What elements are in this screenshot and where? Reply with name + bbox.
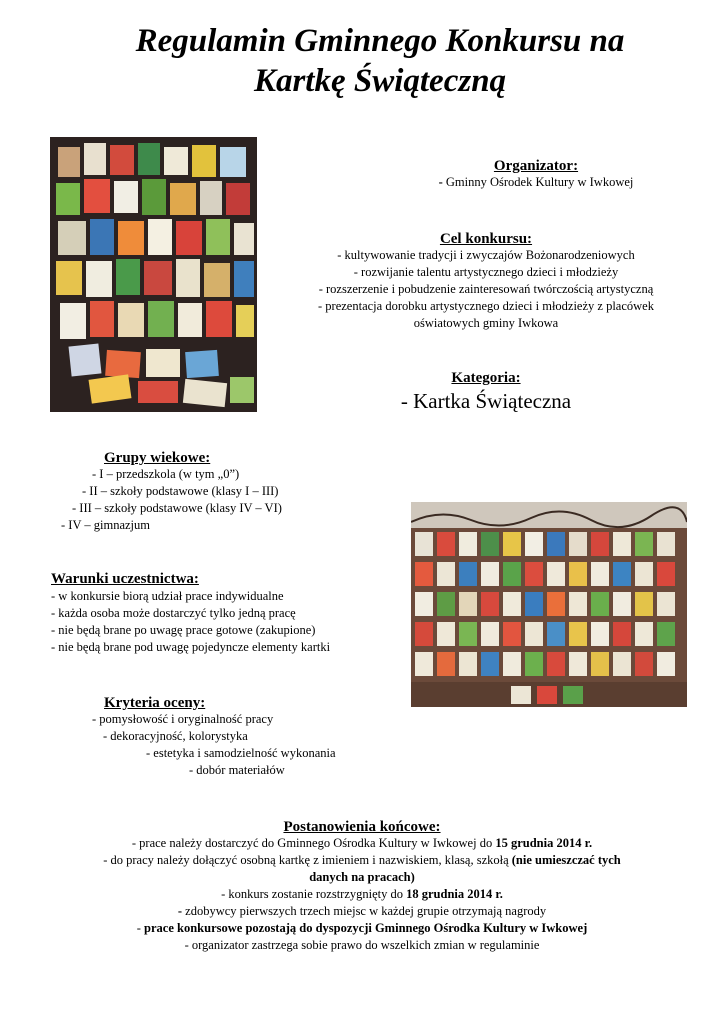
organizator-dash: -	[438, 175, 443, 189]
warunki-heading: Warunki uczestnictwa:	[51, 571, 199, 587]
postanowienia-text: - prace należy dostarczyć do Gminnego Ośrodka Kultury w Iwkowej do	[131, 836, 496, 850]
kategoria-heading: Kategoria:	[451, 370, 521, 386]
postanowienia-line-6	[0, 920, 724, 937]
kryteria-item: - dobór materiałów	[189, 763, 285, 777]
warunki-item: - nie będą brane po uwagę prace gotowe (zakupione)	[51, 623, 316, 637]
result-date: 18 grudnia 2014 r.	[406, 887, 503, 901]
cel-heading: Cel konkursu:	[439, 231, 533, 247]
cel-item: - prezentacja dorobku artystycznego dzieci i młodzieży z placówek	[318, 299, 654, 313]
organizator-heading: Organizator:	[493, 158, 579, 174]
page-title-line-1: Regulamin Gminnego Konkursu na	[135, 23, 625, 59]
kryteria-item: - dekoracyjność, kolorystyka	[103, 729, 248, 743]
grupy-item: - IV – gimnazjum	[61, 518, 150, 532]
page-title-line-2: Kartkę Świąteczną	[253, 63, 507, 99]
postanowienia-line-3	[0, 869, 724, 886]
warunki-item: - każda osoba może dostarczyć tylko jedną pracę	[51, 606, 296, 620]
postanowienia-text: - do pracy należy dołączyć osobną kartkę z imieniem i nazwiskiem, klasą, szkołą	[103, 853, 512, 867]
grupy-item: - I – przedszkola (w tym „0”)	[92, 467, 240, 481]
organizator-text	[340, 174, 724, 191]
warunki-item: - nie będą brane pod uwagę pojedyncze elementy kartki	[51, 640, 331, 654]
postanowienia-line-2	[0, 852, 724, 869]
kryteria-item: - estetyka i samodzielność wykonania	[146, 746, 336, 760]
cel-item: oświatowych gminy Iwkowa	[413, 316, 559, 330]
postanowienia-bold: danych na pracach)	[309, 870, 415, 884]
postanowienia-dash: -	[177, 904, 183, 918]
cards-photo-left	[50, 137, 257, 412]
postanowienia-text: zdobywcy pierwszych trzech miejsc w każdej grupie otrzymają nagrody	[182, 904, 547, 918]
kryteria-heading: Kryteria oceny:	[104, 695, 206, 711]
cards-photo-right	[411, 502, 687, 707]
postanowienia-dash: -	[136, 921, 145, 935]
warunki-item: - w konkursie biorą udział prace indywidualne	[51, 589, 284, 603]
deadline-date: 15 grudnia 2014 r.	[495, 836, 593, 850]
cel-item: - rozwijanie talentu artystycznego dzieci i młodzieży	[353, 265, 619, 279]
kategoria-value: - Kartka Świąteczna	[400, 389, 572, 413]
cel-item: - kultywowanie tradycji i zwyczajów Bożonarodzeniowych	[337, 248, 635, 262]
grupy-item: - III – szkoły podstawowe (klasy IV – VI)	[72, 501, 282, 515]
postanowienia-bold: prace konkursowe pozostają do dyspozycji Gminnego Ośrodka Kultury w Iwkowej	[144, 921, 588, 935]
postanowienia-bold: (nie umieszczać tych	[511, 853, 621, 867]
kryteria-item: - pomysłowość i oryginalność pracy	[92, 712, 274, 726]
grupy-heading: Grupy wiekowe:	[104, 450, 211, 466]
organizator-name: Gminny Ośrodek Kultury w Iwkowej	[442, 175, 634, 189]
postanowienia-text: - konkurs zostanie rozstrzygnięty do	[221, 887, 407, 901]
grupy-item: - II – szkoły podstawowe (klasy I – III)	[82, 484, 279, 498]
postanowienia-line-1	[0, 835, 724, 852]
postanowienia-heading: Postanowienia końcowe:	[283, 819, 441, 835]
cel-item: - rozszerzenie i pobudzenie zainteresowań twórczością artystyczną	[318, 282, 654, 296]
postanowienia-line-4	[0, 886, 724, 903]
postanowienia-line-5	[0, 903, 724, 920]
postanowienia-line-7: - organizator zastrzega sobie prawo do wszelkich zmian w regulaminie	[184, 938, 540, 952]
